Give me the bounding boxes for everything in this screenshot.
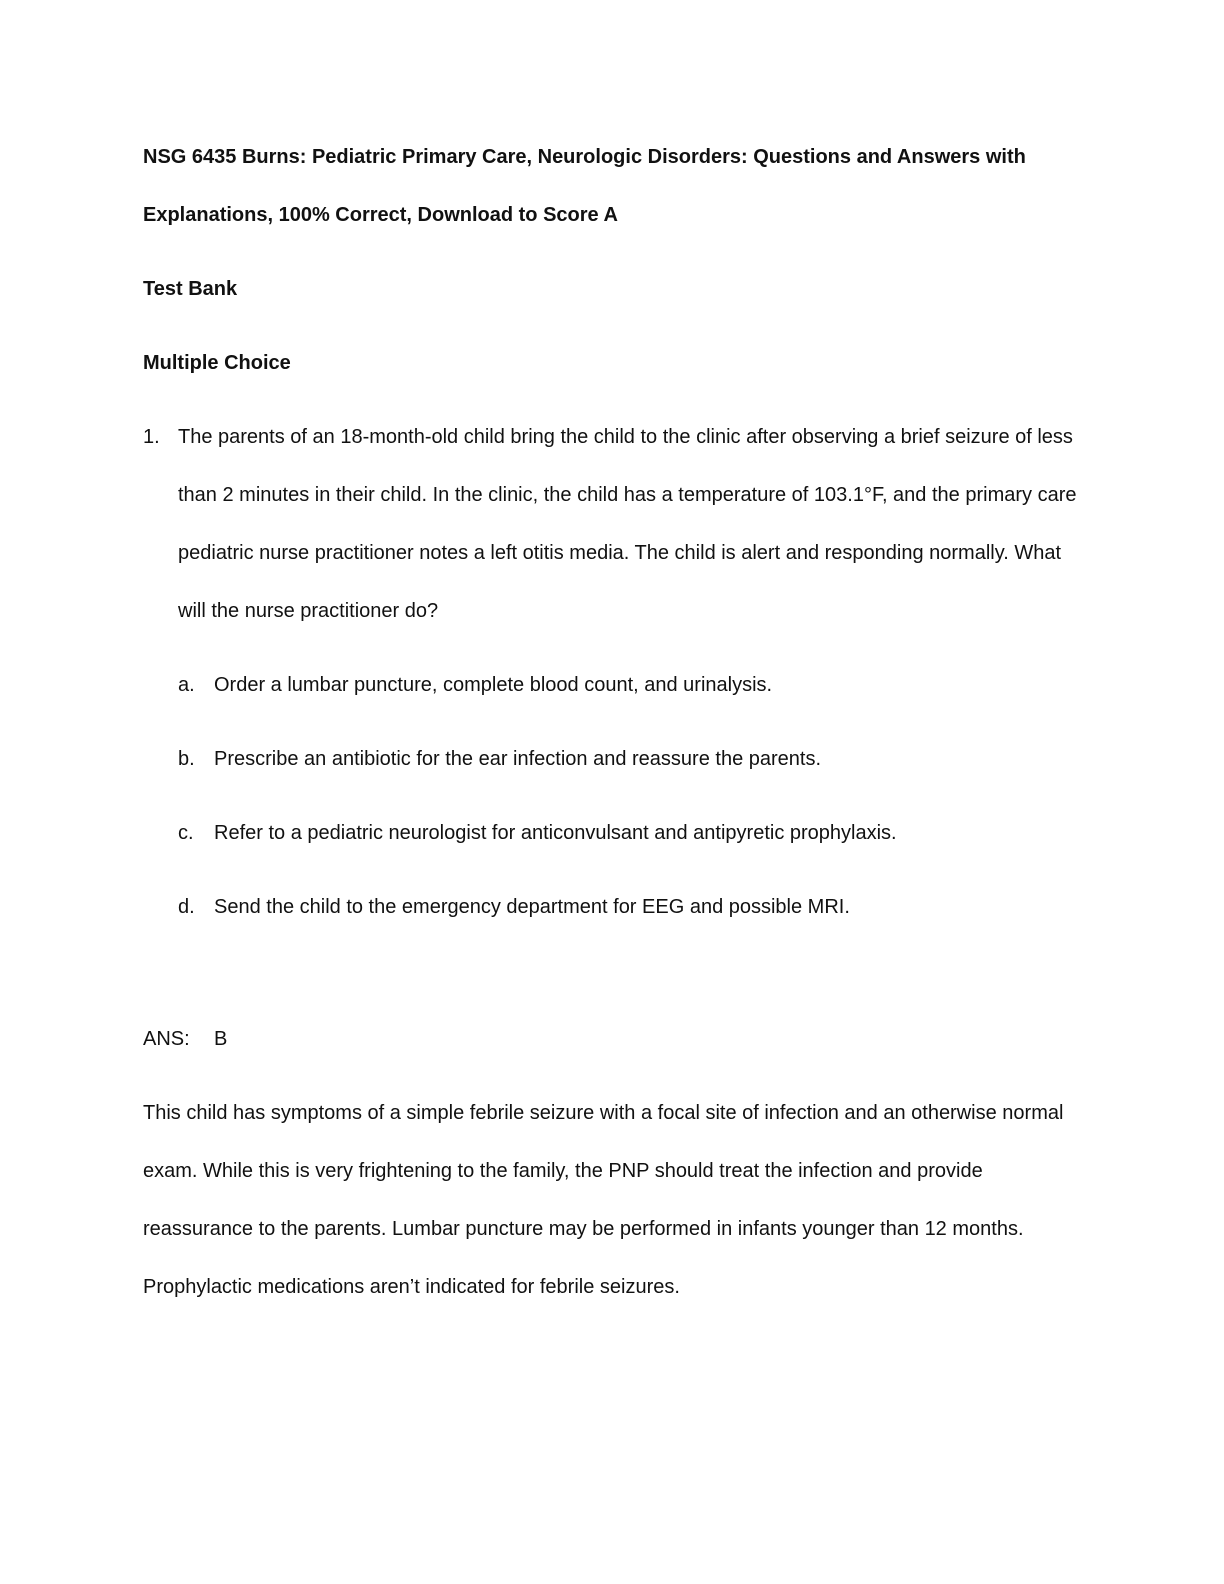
document-title: NSG 6435 Burns: Pediatric Primary Care, Neurologic Disorders: Questions and Answers with Explanations, 100% Correct, Download to Score A xyxy=(143,146,1026,226)
question-text: The parents of an 18-month-old child bring the child to the clinic after observing a brief seizure of less than 2 minutes in their child. In the clinic, the child has a temperature of 103.1°F, and the primary care pediatric nurse practitioner notes a left otitis media. The child is alert and responding normally. What will the nurse practitioner do? xyxy=(178,426,1077,622)
section-heading: Test Bank xyxy=(143,278,238,300)
option-label: b. xyxy=(178,748,195,770)
answer-label: ANS: xyxy=(143,1028,190,1050)
question-number: 1. xyxy=(143,426,160,448)
option-label: a. xyxy=(178,674,195,696)
question-1 xyxy=(143,408,1078,640)
document-content xyxy=(143,128,1078,1316)
option-a xyxy=(178,656,1078,714)
option-text: Send the child to the emergency department for EEG and possible MRI. xyxy=(214,896,850,918)
option-b xyxy=(178,730,1078,788)
answer-line xyxy=(143,1010,1078,1068)
subsection-heading: Multiple Choice xyxy=(143,352,291,374)
answer-options xyxy=(178,656,1078,936)
option-text: Prescribe an antibiotic for the ear infection and reassure the parents. xyxy=(214,748,822,770)
option-c xyxy=(178,804,1078,862)
option-label: c. xyxy=(178,822,194,844)
option-text: Order a lumbar puncture, complete blood count, and urinalysis. xyxy=(214,674,773,696)
option-d xyxy=(178,878,1078,936)
answer-value: B xyxy=(214,1028,228,1050)
option-text: Refer to a pediatric neurologist for anticonvulsant and antipyretic prophylaxis. xyxy=(214,822,897,844)
option-label: d. xyxy=(178,896,195,918)
answer-explanation: This child has symptoms of a simple febrile seizure with a focal site of infection and an otherwise normal exam. While this is very frightening to the family, the PNP should treat the infection and provide reassurance to the parents. Lumbar puncture may be performed in infants younger than 12 months. Prophylactic medications aren’t indicated for febrile seizures. xyxy=(143,1102,1064,1298)
